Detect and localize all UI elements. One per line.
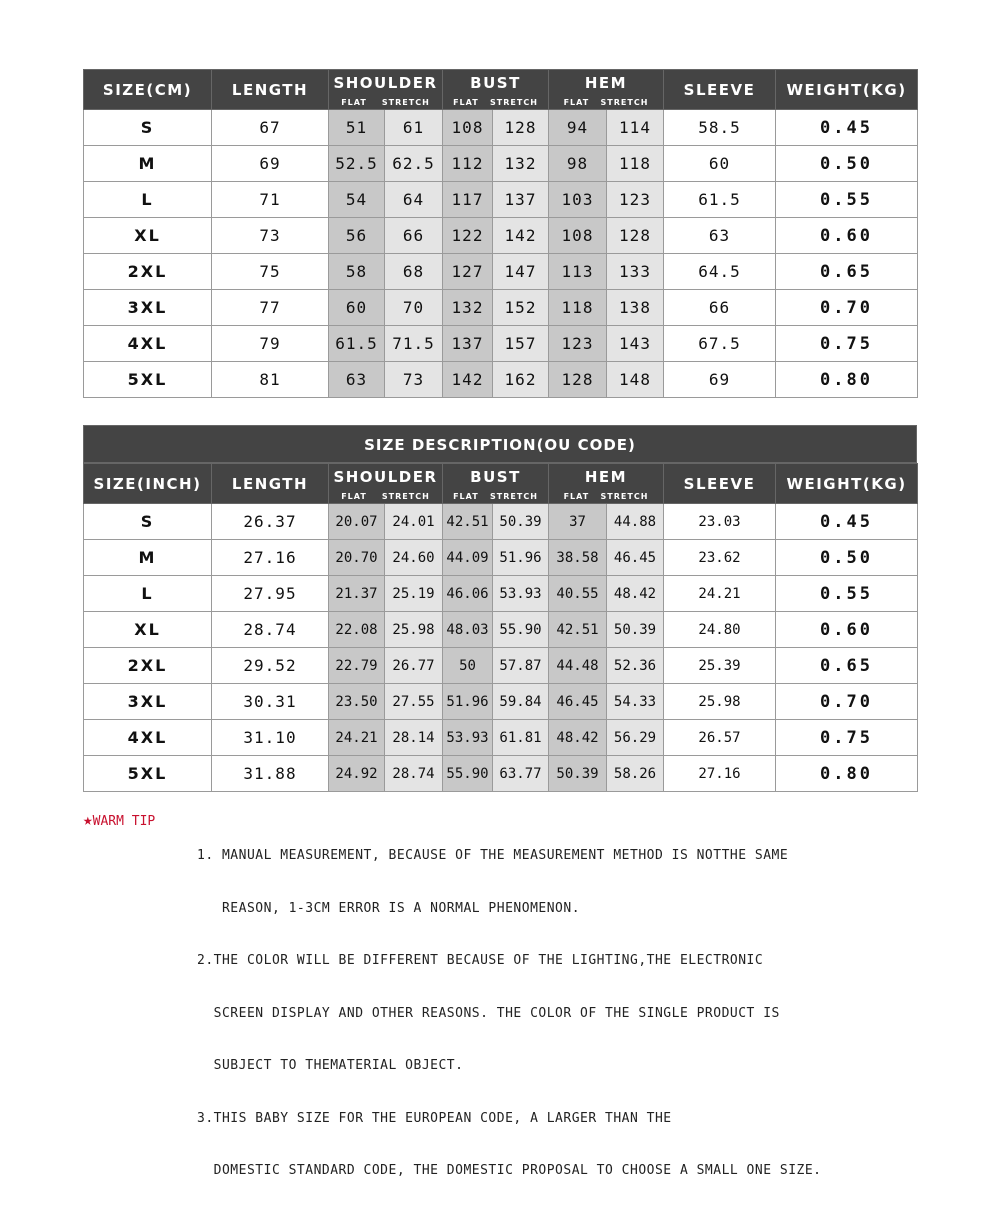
cell-shoulder-flat: 22.08: [329, 612, 385, 648]
cell-sleeve: 23.62: [664, 540, 776, 576]
tip-line: REASON, 1-3CM ERROR IS A NORMAL PHENOMENON.: [197, 900, 581, 916]
cell-length: 77: [212, 290, 329, 326]
cell-bust-flat: 51.96: [443, 684, 493, 720]
cell-shoulder-flat: 20.07: [329, 504, 385, 540]
tip-line: SCREEN DISPLAY AND OTHER REASONS. THE COLOR OF THE SINGLE PRODUCT IS: [197, 1005, 780, 1021]
shoulder-subheaders: FLAT STRETCH: [341, 98, 430, 107]
cell-sleeve: 24.21: [664, 576, 776, 612]
cell-hem-stretch: 133: [607, 254, 664, 290]
cell-shoulder-flat: 21.37: [329, 576, 385, 612]
cell-shoulder-stretch: 25.98: [385, 612, 443, 648]
cell-hem-stretch: 118: [607, 146, 664, 182]
cell-bust-stretch: 142: [493, 218, 549, 254]
bust-subheaders: FLAT STRETCH: [453, 492, 538, 501]
cell-bust-stretch: 132: [493, 146, 549, 182]
cell-sleeve: 64.5: [664, 254, 776, 290]
cell-shoulder-flat: 22.79: [329, 648, 385, 684]
cell-bust-stretch: 57.87: [493, 648, 549, 684]
cell-bust-stretch: 147: [493, 254, 549, 290]
shoulder-subheaders: FLAT STRETCH: [341, 492, 430, 501]
header-size: SIZE(CM): [84, 70, 212, 110]
cell-size: M: [84, 146, 212, 182]
cell-bust-stretch: 59.84: [493, 684, 549, 720]
cell-shoulder-stretch: 66: [385, 218, 443, 254]
cell-hem-stretch: 52.36: [607, 648, 664, 684]
cell-hem-stretch: 56.29: [607, 720, 664, 756]
table-row: [84, 756, 918, 792]
cell-bust-flat: 46.06: [443, 576, 493, 612]
table-row: [84, 612, 918, 648]
cell-shoulder-flat: 61.5: [329, 326, 385, 362]
cell-size: L: [84, 182, 212, 218]
cell-bust-flat: 132: [443, 290, 493, 326]
table-row: [84, 110, 918, 146]
cell-bust-flat: 50: [443, 648, 493, 684]
hem-subheaders: FLAT STRETCH: [563, 98, 649, 107]
warm-tip-heading: [83, 810, 155, 829]
cell-length: 31.10: [212, 720, 329, 756]
warm-tip-label: WARM TIP: [92, 814, 156, 829]
cell-weight: 0.80: [776, 362, 918, 398]
cell-length: 75: [212, 254, 329, 290]
cell-size: XL: [84, 218, 212, 254]
shoulder-label: SHOULDER: [333, 74, 438, 92]
cell-weight: 0.70: [776, 684, 918, 720]
size-table-inch: [83, 425, 917, 792]
cell-bust-flat: 127: [443, 254, 493, 290]
cell-size: S: [84, 110, 212, 146]
cell-sleeve: 23.03: [664, 504, 776, 540]
cell-weight: 0.65: [776, 648, 918, 684]
cell-bust-flat: 108: [443, 110, 493, 146]
cell-bust-stretch: 55.90: [493, 612, 549, 648]
cell-bust-flat: 53.93: [443, 720, 493, 756]
cell-hem-flat: 113: [549, 254, 607, 290]
tip-line: DOMESTIC STANDARD CODE, THE DOMESTIC PROPOSAL TO CHOOSE A SMALL ONE SIZE.: [197, 1163, 822, 1178]
cell-sleeve: 25.39: [664, 648, 776, 684]
cell-bust-stretch: 51.96: [493, 540, 549, 576]
cell-shoulder-flat: 60: [329, 290, 385, 326]
cell-hem-stretch: 143: [607, 326, 664, 362]
cell-shoulder-flat: 24.92: [329, 756, 385, 792]
cell-sleeve: 24.80: [664, 612, 776, 648]
table-row: [84, 648, 918, 684]
cell-bust-flat: 122: [443, 218, 493, 254]
cell-sleeve: 66: [664, 290, 776, 326]
cell-weight: 0.55: [776, 182, 918, 218]
cell-length: 79: [212, 326, 329, 362]
cell-sleeve: 69: [664, 362, 776, 398]
cell-bust-stretch: 152: [493, 290, 549, 326]
cell-shoulder-stretch: 24.01: [385, 504, 443, 540]
header-weight: WEIGHT(KG): [776, 70, 918, 110]
cell-bust-stretch: 137: [493, 182, 549, 218]
table-row: [84, 290, 918, 326]
cell-bust-stretch: 50.39: [493, 504, 549, 540]
hem-label: HEM: [584, 468, 628, 486]
header-shoulder: [329, 70, 443, 110]
cell-length: 71: [212, 182, 329, 218]
cell-sleeve: 63: [664, 218, 776, 254]
cell-size: XL: [84, 612, 212, 648]
table-row: [84, 576, 918, 612]
cell-hem-flat: 38.58: [549, 540, 607, 576]
header-size: SIZE(INCH): [84, 464, 212, 504]
cell-size: 2XL: [84, 254, 212, 290]
header-row: [84, 464, 918, 504]
cell-hem-flat: 50.39: [549, 756, 607, 792]
cell-shoulder-stretch: 26.77: [385, 648, 443, 684]
cell-hem-stretch: 48.42: [607, 576, 664, 612]
bust-label: BUST: [470, 468, 521, 486]
cell-bust-flat: 44.09: [443, 540, 493, 576]
cell-length: 30.31: [212, 684, 329, 720]
bust-label: BUST: [470, 74, 521, 92]
cell-size: 4XL: [84, 326, 212, 362]
cell-shoulder-flat: 63: [329, 362, 385, 398]
cell-hem-stretch: 128: [607, 218, 664, 254]
cell-hem-flat: 108: [549, 218, 607, 254]
cell-hem-stretch: 148: [607, 362, 664, 398]
cell-hem-stretch: 54.33: [607, 684, 664, 720]
cell-weight: 0.75: [776, 326, 918, 362]
cell-hem-stretch: 46.45: [607, 540, 664, 576]
cell-shoulder-stretch: 61: [385, 110, 443, 146]
cell-hem-flat: 128: [549, 362, 607, 398]
cell-bust-stretch: 53.93: [493, 576, 549, 612]
table-row: [84, 684, 918, 720]
cell-shoulder-flat: 20.70: [329, 540, 385, 576]
cell-shoulder-stretch: 70: [385, 290, 443, 326]
table-row: [84, 504, 918, 540]
cell-shoulder-flat: 52.5: [329, 146, 385, 182]
cell-bust-flat: 117: [443, 182, 493, 218]
header-row: [84, 70, 918, 110]
cell-weight: 0.60: [776, 218, 918, 254]
cell-weight: 0.75: [776, 720, 918, 756]
cell-sleeve: 61.5: [664, 182, 776, 218]
cell-shoulder-stretch: 71.5: [385, 326, 443, 362]
cell-hem-flat: 48.42: [549, 720, 607, 756]
table-row: [84, 720, 918, 756]
cell-shoulder-stretch: 25.19: [385, 576, 443, 612]
cell-size: S: [84, 504, 212, 540]
tip-line: 3.THIS BABY SIZE FOR THE EUROPEAN CODE, A LARGER THAN THE: [197, 1110, 672, 1126]
table-row: [84, 326, 918, 362]
cell-size: M: [84, 540, 212, 576]
cell-shoulder-flat: 24.21: [329, 720, 385, 756]
cell-sleeve: 58.5: [664, 110, 776, 146]
table-row: [84, 146, 918, 182]
cell-shoulder-flat: 56: [329, 218, 385, 254]
cell-length: 67: [212, 110, 329, 146]
cell-sleeve: 67.5: [664, 326, 776, 362]
cell-bust-stretch: 157: [493, 326, 549, 362]
cell-shoulder-stretch: 24.60: [385, 540, 443, 576]
hem-subheaders: FLAT STRETCH: [563, 492, 649, 501]
cell-shoulder-stretch: 64: [385, 182, 443, 218]
warm-tip-lines: [197, 812, 822, 1215]
tip-line: 1. MANUAL MEASUREMENT, BECAUSE OF THE MEASUREMENT METHOD IS NOTTHE SAME: [197, 848, 789, 863]
cell-hem-stretch: 138: [607, 290, 664, 326]
table-row: [84, 362, 918, 398]
cell-sleeve: 25.98: [664, 684, 776, 720]
cell-length: 81: [212, 362, 329, 398]
cell-bust-stretch: 63.77: [493, 756, 549, 792]
cell-length: 26.37: [212, 504, 329, 540]
cell-hem-flat: 37: [549, 504, 607, 540]
cell-length: 31.88: [212, 756, 329, 792]
cell-bust-stretch: 61.81: [493, 720, 549, 756]
header-bust: [443, 464, 549, 504]
cell-weight: 0.45: [776, 110, 918, 146]
cell-sleeve: 27.16: [664, 756, 776, 792]
size-table-cm: [83, 69, 917, 398]
cell-weight: 0.50: [776, 146, 918, 182]
cell-hem-flat: 40.55: [549, 576, 607, 612]
cell-shoulder-stretch: 27.55: [385, 684, 443, 720]
table-row: [84, 254, 918, 290]
shoulder-label: SHOULDER: [333, 468, 438, 486]
cell-hem-flat: 98: [549, 146, 607, 182]
cell-length: 69: [212, 146, 329, 182]
cell-weight: 0.65: [776, 254, 918, 290]
table-row: [84, 182, 918, 218]
cell-hem-stretch: 114: [607, 110, 664, 146]
cell-weight: 0.70: [776, 290, 918, 326]
header-sleeve: SLEEVE: [664, 464, 776, 504]
cell-size: 5XL: [84, 756, 212, 792]
cell-size: 3XL: [84, 684, 212, 720]
table-row: [84, 218, 918, 254]
cell-weight: 0.55: [776, 576, 918, 612]
cell-size: 3XL: [84, 290, 212, 326]
bust-subheaders: FLAT STRETCH: [453, 98, 538, 107]
cell-size: L: [84, 576, 212, 612]
cell-bust-flat: 48.03: [443, 612, 493, 648]
cell-weight: 0.60: [776, 612, 918, 648]
header-hem: [549, 464, 664, 504]
cell-weight: 0.80: [776, 756, 918, 792]
cell-hem-stretch: 123: [607, 182, 664, 218]
cell-hem-flat: 44.48: [549, 648, 607, 684]
star-icon: ★: [83, 810, 93, 829]
cell-bust-flat: 42.51: [443, 504, 493, 540]
cell-sleeve: 26.57: [664, 720, 776, 756]
header-sleeve: SLEEVE: [664, 70, 776, 110]
cell-size: 5XL: [84, 362, 212, 398]
cell-hem-flat: 46.45: [549, 684, 607, 720]
cell-hem-flat: 118: [549, 290, 607, 326]
cell-length: 29.52: [212, 648, 329, 684]
cell-shoulder-stretch: 28.74: [385, 756, 443, 792]
cell-bust-stretch: 162: [493, 362, 549, 398]
table-row: [84, 540, 918, 576]
header-hem: [549, 70, 664, 110]
cm-table-body: [84, 110, 918, 398]
cell-weight: 0.45: [776, 504, 918, 540]
cell-weight: 0.50: [776, 540, 918, 576]
cell-bust-flat: 142: [443, 362, 493, 398]
tip-line: 2.THE COLOR WILL BE DIFFERENT BECAUSE OF THE LIGHTING,THE ELECTRONIC: [197, 953, 764, 968]
cell-length: 27.95: [212, 576, 329, 612]
inch-table-body: [84, 504, 918, 792]
hem-label: HEM: [584, 74, 628, 92]
cell-length: 27.16: [212, 540, 329, 576]
cell-hem-flat: 94: [549, 110, 607, 146]
cell-bust-flat: 137: [443, 326, 493, 362]
cell-hem-stretch: 44.88: [607, 504, 664, 540]
cell-hem-flat: 42.51: [549, 612, 607, 648]
cell-bust-flat: 55.90: [443, 756, 493, 792]
cell-bust-flat: 112: [443, 146, 493, 182]
cell-shoulder-flat: 51: [329, 110, 385, 146]
header-shoulder: [329, 464, 443, 504]
cell-length: 73: [212, 218, 329, 254]
cell-size: 4XL: [84, 720, 212, 756]
cell-bust-stretch: 128: [493, 110, 549, 146]
cell-shoulder-stretch: 68: [385, 254, 443, 290]
cell-hem-flat: 123: [549, 326, 607, 362]
cell-shoulder-flat: 54: [329, 182, 385, 218]
cell-shoulder-flat: 23.50: [329, 684, 385, 720]
cell-size: 2XL: [84, 648, 212, 684]
size-description-title: SIZE DESCRIPTION(OU CODE): [83, 425, 917, 463]
cell-hem-stretch: 50.39: [607, 612, 664, 648]
header-weight: WEIGHT(KG): [776, 464, 918, 504]
tip-line: SUBJECT TO THEMATERIAL OBJECT.: [197, 1058, 464, 1073]
header-length: LENGTH: [212, 464, 329, 504]
cell-shoulder-stretch: 28.14: [385, 720, 443, 756]
cell-hem-stretch: 58.26: [607, 756, 664, 792]
cell-sleeve: 60: [664, 146, 776, 182]
cell-shoulder-flat: 58: [329, 254, 385, 290]
header-bust: [443, 70, 549, 110]
header-length: LENGTH: [212, 70, 329, 110]
cell-shoulder-stretch: 73: [385, 362, 443, 398]
cell-hem-flat: 103: [549, 182, 607, 218]
cell-shoulder-stretch: 62.5: [385, 146, 443, 182]
cell-length: 28.74: [212, 612, 329, 648]
